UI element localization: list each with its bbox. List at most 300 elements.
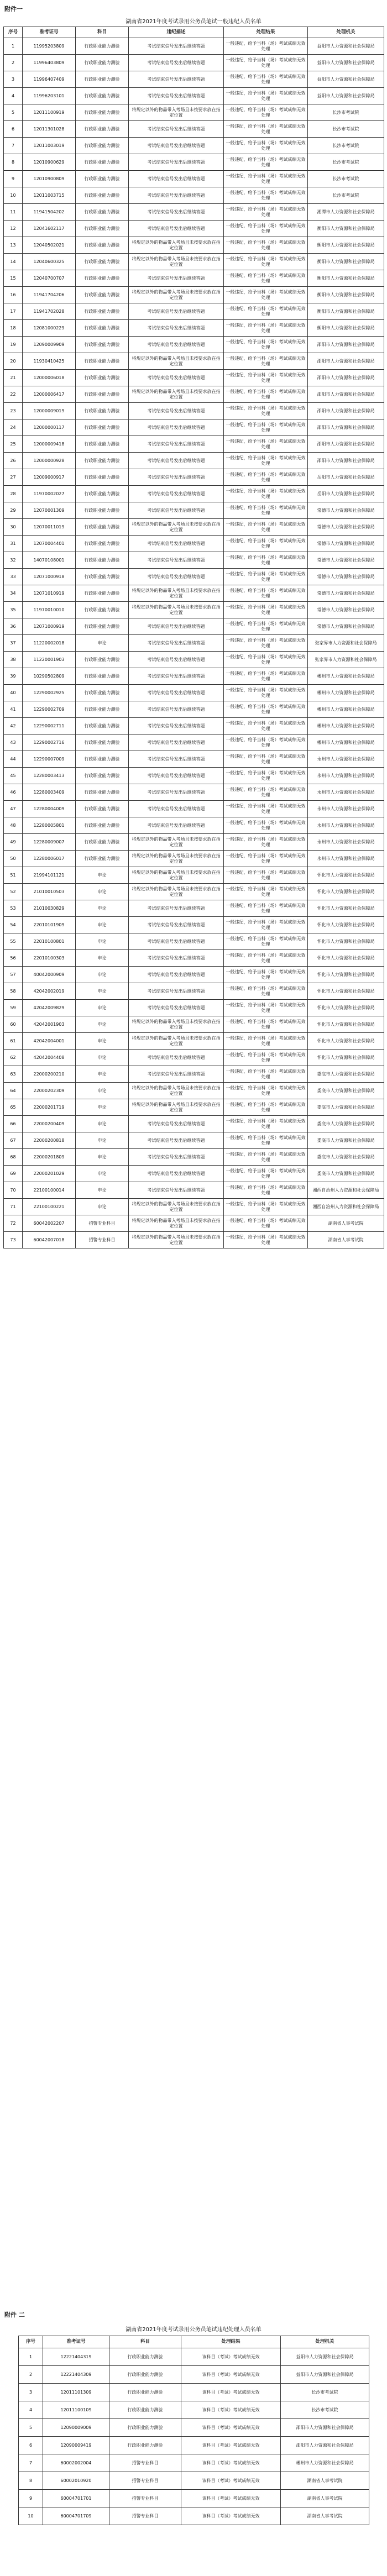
attachment-1-label: 附件一 xyxy=(4,6,23,13)
cell-index: 18 xyxy=(4,320,23,337)
table-row xyxy=(4,486,384,502)
cell-authority: 永州市人力资源和社会保障局 xyxy=(308,768,384,784)
cell-subject: 行政职业能力测验 xyxy=(76,751,129,768)
cell-subject: 行政职业能力测验 xyxy=(76,386,129,403)
cell-index: 15 xyxy=(4,270,23,287)
table-row xyxy=(4,552,384,569)
cell-ticket: 22000201719 xyxy=(23,1099,76,1116)
cell-description: 考试结束信号发出后继续答题 xyxy=(129,171,224,187)
cell-authority: 邵阳市人力资源和社会保障局 xyxy=(281,2419,369,2437)
cell-description: 考试结束信号发出后继续答题 xyxy=(129,453,224,469)
cell-index: 6 xyxy=(4,121,23,138)
table-row xyxy=(4,950,384,967)
cell-subject: 行政职业能力测验 xyxy=(76,569,129,585)
cell-ticket: 12221404319 xyxy=(43,2348,109,2366)
cell-description: 将规定以外的物品带入考场且未按要求放在指定位置 xyxy=(129,1232,224,1248)
cell-ticket: 42042001903 xyxy=(23,1016,76,1033)
cell-index: 28 xyxy=(4,486,23,502)
cell-authority: 怀化市人力资源和社会保障局 xyxy=(308,950,384,967)
col-header-subject: 科目 xyxy=(109,2336,181,2348)
table-1-header-row xyxy=(4,27,384,38)
cell-ticket: 42042004408 xyxy=(23,1050,76,1066)
cell-subject: 行政职业能力测验 xyxy=(76,453,129,469)
cell-description: 考试结束信号发出后继续答题 xyxy=(129,933,224,950)
cell-subject: 申论 xyxy=(76,635,129,652)
cell-ticket: 12000000928 xyxy=(23,453,76,469)
cell-authority: 常德市人力资源和社会保障局 xyxy=(308,519,384,536)
cell-authority: 衡阳市人力资源和社会保障局 xyxy=(308,320,384,337)
cell-result: 一般违纪，给予当科（场）考试成绩无效处理 xyxy=(224,453,308,469)
cell-authority: 娄底市人力资源和社会保障局 xyxy=(308,1066,384,1083)
table-row xyxy=(4,701,384,718)
cell-authority: 永州市人力资源和社会保障局 xyxy=(308,801,384,817)
cell-description: 考试结束信号发出后继续答题 xyxy=(129,917,224,933)
table-row xyxy=(4,751,384,768)
cell-description: 考试结束信号发出后继续答题 xyxy=(129,1166,224,1182)
cell-subject: 招警专业科目 xyxy=(109,2454,181,2472)
cell-index: 73 xyxy=(4,1232,23,1248)
cell-authority: 湘西自治州人力资源和社会保障局 xyxy=(308,1182,384,1199)
cell-ticket: 11941504202 xyxy=(23,204,76,221)
cell-description: 考试结束信号发出后继续答题 xyxy=(129,502,224,519)
cell-subject: 招警专业科目 xyxy=(109,2490,181,2507)
cell-result: 该科目（考试）考试成绩无效 xyxy=(181,2472,281,2490)
cell-result: 一般违纪，给予当科（场）考试成绩无效处理 xyxy=(224,502,308,519)
cell-authority: 邵阳市人力资源和社会保障局 xyxy=(308,337,384,353)
cell-description: 考试结束信号发出后继续答题 xyxy=(129,71,224,88)
cell-result: 一般违纪，给予当科（场）考试成绩无效处理 xyxy=(224,104,308,121)
cell-subject: 申论 xyxy=(76,867,129,884)
cell-index: 22 xyxy=(4,386,23,403)
cell-description: 考试结束信号发出后继续答题 xyxy=(129,88,224,104)
cell-authority: 怀化市人力资源和社会保障局 xyxy=(308,884,384,900)
cell-subject: 行政职业能力测验 xyxy=(76,419,129,436)
cell-subject: 申论 xyxy=(76,1000,129,1016)
cell-ticket: 12011100109 xyxy=(43,2401,109,2419)
table-row xyxy=(19,2401,369,2419)
cell-subject: 行政职业能力测验 xyxy=(76,519,129,536)
table-row xyxy=(4,104,384,121)
cell-result: 一般违纪，给予当科（场）考试成绩无效处理 xyxy=(224,585,308,602)
table-row xyxy=(4,287,384,303)
cell-description: 考试结束信号发出后继续答题 xyxy=(129,536,224,552)
cell-description: 将规定以外的物品带入考场且未按要求放在指定位置 xyxy=(129,353,224,370)
cell-result: 一般违纪，给予当科（场）考试成绩无效处理 xyxy=(224,1000,308,1016)
cell-authority: 长沙市考试院 xyxy=(308,187,384,204)
cell-description: 考试结束信号发出后继续答题 xyxy=(129,320,224,337)
cell-description: 将规定以外的物品带入考场且未按要求放在指定位置 xyxy=(129,1099,224,1116)
cell-index: 8 xyxy=(19,2472,43,2490)
cell-authority: 邵阳市人力资源和社会保障局 xyxy=(308,403,384,419)
table-row xyxy=(19,2437,369,2454)
col-header-result: 处理结果 xyxy=(224,27,308,38)
cell-subject: 行政职业能力测验 xyxy=(76,270,129,287)
cell-authority: 怀化市人力资源和社会保障局 xyxy=(308,1000,384,1016)
cell-description: 考试结束信号发出后继续答题 xyxy=(129,751,224,768)
cell-subject: 申论 xyxy=(76,983,129,1000)
cell-description: 将规定以外的物品带入考场且未按要求放在指定位置 xyxy=(129,585,224,602)
cell-authority: 邵阳市人力资源和社会保障局 xyxy=(308,436,384,453)
cell-result: 一般违纪，给予当科（场）考试成绩无效处理 xyxy=(224,652,308,668)
cell-result: 一般违纪，给予当科（场）考试成绩无效处理 xyxy=(224,1182,308,1199)
table-row xyxy=(4,652,384,668)
cell-subject: 申论 xyxy=(76,1033,129,1050)
table-row xyxy=(4,1215,384,1232)
table-row xyxy=(4,519,384,536)
cell-authority: 常德市人力资源和社会保障局 xyxy=(308,536,384,552)
cell-index: 36 xyxy=(4,618,23,635)
cell-result: 一般违纪，给予当科（场）考试成绩无效处理 xyxy=(224,917,308,933)
cell-result: 一般违纪，给予当科（场）考试成绩无效处理 xyxy=(224,768,308,784)
cell-description: 考试结束信号发出后继续答题 xyxy=(129,187,224,204)
cell-ticket: 12041602117 xyxy=(23,221,76,237)
cell-result: 一般违纪，给予当科（场）考试成绩无效处理 xyxy=(224,950,308,967)
table-row xyxy=(4,801,384,817)
cell-ticket: 12010900809 xyxy=(23,171,76,187)
cell-index: 13 xyxy=(4,237,23,254)
cell-ticket: 12221404309 xyxy=(43,2366,109,2384)
cell-index: 3 xyxy=(4,71,23,88)
table-row xyxy=(4,71,384,88)
cell-authority: 郴州市人力资源和社会保障局 xyxy=(308,734,384,751)
cell-authority: 娄底市人力资源和社会保障局 xyxy=(308,1149,384,1166)
cell-description: 将规定以外的物品带入考场且未按要求放在指定位置 xyxy=(129,1215,224,1232)
cell-result: 一般违纪，给予当科（场）考试成绩无效处理 xyxy=(224,618,308,635)
cell-authority: 郴州市人力资源和社会保障局 xyxy=(308,718,384,734)
table-row xyxy=(4,1083,384,1099)
cell-description: 考试结束信号发出后继续答题 xyxy=(129,668,224,685)
cell-index: 19 xyxy=(4,337,23,353)
table-row xyxy=(4,38,384,55)
cell-result: 该科目（考试）考试成绩无效 xyxy=(181,2419,281,2437)
cell-authority: 怀化市人力资源和社会保障局 xyxy=(308,900,384,917)
cell-authority: 益阳市人力资源和社会保障局 xyxy=(281,2348,369,2366)
cell-authority: 益阳市人力资源和社会保障局 xyxy=(308,88,384,104)
cell-index: 61 xyxy=(4,1033,23,1050)
cell-result: 一般违纪，给予当科（场）考试成绩无效处理 xyxy=(224,933,308,950)
table-row xyxy=(4,88,384,104)
cell-authority: 衡阳市人力资源和社会保障局 xyxy=(308,303,384,320)
cell-result: 一般违纪，给予当科（场）考试成绩无效处理 xyxy=(224,734,308,751)
cell-ticket: 12280003413 xyxy=(23,768,76,784)
cell-ticket: 22010100303 xyxy=(23,950,76,967)
cell-authority: 岳阳市人力资源和社会保障局 xyxy=(308,469,384,486)
cell-subject: 行政职业能力测验 xyxy=(76,536,129,552)
cell-description: 考试结束信号发出后继续答题 xyxy=(129,768,224,784)
cell-index: 16 xyxy=(4,287,23,303)
cell-subject: 行政职业能力测验 xyxy=(76,469,129,486)
cell-authority: 怀化市人力资源和社会保障局 xyxy=(308,933,384,950)
cell-subject: 行政职业能力测验 xyxy=(76,701,129,718)
table-row xyxy=(4,154,384,171)
cell-subject: 行政职业能力测验 xyxy=(76,55,129,71)
table-row xyxy=(19,2472,369,2490)
cell-authority: 娄底市人力资源和社会保障局 xyxy=(308,1083,384,1099)
cell-authority: 长沙市考试院 xyxy=(308,154,384,171)
cell-description: 考试结束信号发出后继续答题 xyxy=(129,55,224,71)
cell-subject: 行政职业能力测验 xyxy=(76,71,129,88)
cell-description: 考试结束信号发出后继续答题 xyxy=(129,652,224,668)
cell-authority: 常德市人力资源和社会保障局 xyxy=(308,502,384,519)
cell-ticket: 60004701709 xyxy=(43,2507,109,2525)
cell-ticket: 11941704206 xyxy=(23,287,76,303)
table-2-title: 湖南省2021年度考试录用公务员笔试违纪处理人员名单 xyxy=(125,2327,262,2333)
cell-authority: 张家界市人力资源和社会保障局 xyxy=(308,652,384,668)
cell-result: 一般违纪，给予当科（场）考试成绩无效处理 xyxy=(224,1099,308,1116)
cell-ticket: 11996203101 xyxy=(23,88,76,104)
cell-index: 32 xyxy=(4,552,23,569)
cell-index: 24 xyxy=(4,419,23,436)
cell-subject: 行政职业能力测验 xyxy=(76,121,129,138)
cell-authority: 怀化市人力资源和社会保障局 xyxy=(308,967,384,983)
cell-authority: 永州市人力资源和社会保障局 xyxy=(308,851,384,867)
cell-description: 考试结束信号发出后继续答题 xyxy=(129,403,224,419)
cell-description: 考试结束信号发出后继续答题 xyxy=(129,1066,224,1083)
cell-subject: 行政职业能力测验 xyxy=(109,2348,181,2366)
cell-ticket: 11220001903 xyxy=(23,652,76,668)
cell-index: 56 xyxy=(4,950,23,967)
cell-result: 该科目（考试）考试成绩无效 xyxy=(181,2384,281,2401)
cell-ticket: 12280006017 xyxy=(23,851,76,867)
cell-ticket: 42042002019 xyxy=(23,983,76,1000)
cell-ticket: 21010010503 xyxy=(23,884,76,900)
cell-result: 一般违纪，给予当科（场）考试成绩无效处理 xyxy=(224,270,308,287)
cell-description: 将规定以外的物品带入考场且未按要求放在指定位置 xyxy=(129,867,224,884)
col-header-index: 序号 xyxy=(4,27,23,38)
cell-index: 51 xyxy=(4,867,23,884)
cell-index: 42 xyxy=(4,718,23,734)
cell-result: 一般违纪，给予当科（场）考试成绩无效处理 xyxy=(224,38,308,55)
table-row xyxy=(4,320,384,337)
table-row xyxy=(4,453,384,469)
table-row xyxy=(19,2348,369,2366)
cell-index: 29 xyxy=(4,502,23,519)
cell-description: 考试结束信号发出后继续答题 xyxy=(129,569,224,585)
cell-subject: 申论 xyxy=(76,884,129,900)
cell-subject: 行政职业能力测验 xyxy=(109,2384,181,2401)
cell-authority: 怀化市人力资源和社会保障局 xyxy=(308,917,384,933)
table-row xyxy=(4,121,384,138)
table-row xyxy=(4,734,384,751)
cell-ticket: 12040502021 xyxy=(23,237,76,254)
cell-index: 5 xyxy=(4,104,23,121)
cell-index: 4 xyxy=(19,2401,43,2419)
cell-index: 68 xyxy=(4,1149,23,1166)
cell-ticket: 42042004001 xyxy=(23,1033,76,1050)
cell-subject: 申论 xyxy=(76,1066,129,1083)
cell-result: 一般违纪，给予当科（场）考试成绩无效处理 xyxy=(224,718,308,734)
cell-description: 考试结束信号发出后继续答题 xyxy=(129,270,224,287)
cell-index: 69 xyxy=(4,1166,23,1182)
cell-result: 该科目（考试）考试成绩无效 xyxy=(181,2454,281,2472)
cell-description: 考试结束信号发出后继续答题 xyxy=(129,950,224,967)
cell-ticket: 60002010920 xyxy=(43,2472,109,2490)
cell-result: 一般违纪，给予当科（场）考试成绩无效处理 xyxy=(224,1016,308,1033)
cell-ticket: 11995203809 xyxy=(23,38,76,55)
table-row xyxy=(4,204,384,221)
cell-ticket: 22000201809 xyxy=(23,1149,76,1166)
cell-result: 该科目（考试）考试成绩无效 xyxy=(181,2366,281,2384)
col-header-subject: 科目 xyxy=(76,27,129,38)
cell-authority: 娄底市人力资源和社会保障局 xyxy=(308,1132,384,1149)
col-header-result: 处理结果 xyxy=(181,2336,281,2348)
cell-description: 考试结束信号发出后继续答题 xyxy=(129,1149,224,1166)
cell-ticket: 12010900629 xyxy=(23,154,76,171)
cell-result: 一般违纪，给予当科（场）考试成绩无效处理 xyxy=(224,154,308,171)
cell-ticket: 11996407409 xyxy=(23,71,76,88)
cell-subject: 行政职业能力测验 xyxy=(76,187,129,204)
cell-authority: 怀化市人力资源和社会保障局 xyxy=(308,983,384,1000)
cell-result: 一般违纪，给予当科（场）考试成绩无效处理 xyxy=(224,602,308,618)
cell-authority: 长沙市考试院 xyxy=(308,138,384,154)
cell-result: 一般违纪，给予当科（场）考试成绩无效处理 xyxy=(224,486,308,502)
cell-subject: 行政职业能力测验 xyxy=(109,2419,181,2437)
cell-result: 一般违纪，给予当科（场）考试成绩无效处理 xyxy=(224,187,308,204)
cell-description: 考试结束信号发出后继续答题 xyxy=(129,154,224,171)
cell-subject: 招警专业科目 xyxy=(109,2507,181,2525)
table-row xyxy=(4,1116,384,1132)
cell-index: 71 xyxy=(4,1199,23,1215)
cell-subject: 申论 xyxy=(76,1116,129,1132)
cell-subject: 招警专业科目 xyxy=(76,1215,129,1232)
cell-subject: 行政职业能力测验 xyxy=(76,337,129,353)
table-row xyxy=(4,337,384,353)
cell-result: 一般违纪，给予当科（场）考试成绩无效处理 xyxy=(224,1116,308,1132)
cell-authority: 永州市人力资源和社会保障局 xyxy=(308,784,384,801)
cell-subject: 申论 xyxy=(76,950,129,967)
cell-ticket: 12000000117 xyxy=(23,419,76,436)
cell-authority: 怀化市人力资源和社会保障局 xyxy=(308,1050,384,1066)
table-row xyxy=(4,1149,384,1166)
cell-index: 58 xyxy=(4,983,23,1000)
cell-description: 将规定以外的物品带入考场且未按要求放在指定位置 xyxy=(129,1016,224,1033)
cell-subject: 申论 xyxy=(76,900,129,917)
cell-result: 一般违纪，给予当科（场）考试成绩无效处理 xyxy=(224,1149,308,1166)
cell-subject: 行政职业能力测验 xyxy=(76,403,129,419)
table-row xyxy=(4,370,384,386)
cell-description: 考试结束信号发出后继续答题 xyxy=(129,967,224,983)
cell-result: 一般违纪，给予当科（场）考试成绩无效处理 xyxy=(224,1050,308,1066)
cell-ticket: 12011003019 xyxy=(23,138,76,154)
cell-index: 7 xyxy=(19,2454,43,2472)
table-row xyxy=(4,768,384,784)
cell-index: 59 xyxy=(4,1000,23,1016)
cell-result: 一般违纪，给予当科（场）考试成绩无效处理 xyxy=(224,221,308,237)
table-row xyxy=(4,900,384,917)
cell-result: 一般违纪，给予当科（场）考试成绩无效处理 xyxy=(224,254,308,270)
cell-subject: 行政职业能力测验 xyxy=(76,552,129,569)
cell-authority: 娄底市人力资源和社会保障局 xyxy=(308,1116,384,1132)
cell-result: 一般违纪，给予当科（场）考试成绩无效处理 xyxy=(224,171,308,187)
cell-result: 该科目（考试）考试成绩无效 xyxy=(181,2401,281,2419)
cell-ticket: 12071000918 xyxy=(23,569,76,585)
cell-ticket: 22000200210 xyxy=(23,1066,76,1083)
cell-authority: 长沙市考试院 xyxy=(281,2384,369,2401)
cell-result: 一般违纪，给予当科（场）考试成绩无效处理 xyxy=(224,88,308,104)
table-row xyxy=(4,718,384,734)
cell-description: 考试结束信号发出后继续答题 xyxy=(129,1132,224,1149)
cell-ticket: 12081000229 xyxy=(23,320,76,337)
cell-subject: 申论 xyxy=(76,1149,129,1166)
cell-result: 一般违纪，给予当科（场）考试成绩无效处理 xyxy=(224,403,308,419)
cell-index: 53 xyxy=(4,900,23,917)
cell-ticket: 12011301028 xyxy=(23,121,76,138)
table-row xyxy=(4,1232,384,1248)
cell-result: 一般违纪，给予当科（场）考试成绩无效处理 xyxy=(224,1166,308,1182)
cell-description: 考试结束信号发出后继续答题 xyxy=(129,1000,224,1016)
cell-subject: 行政职业能力测验 xyxy=(76,668,129,685)
col-header-index: 序号 xyxy=(19,2336,43,2348)
cell-ticket: 22010100801 xyxy=(23,933,76,950)
table-row xyxy=(4,867,384,884)
cell-description: 考试结束信号发出后继续答题 xyxy=(129,204,224,221)
cell-authority: 常德市人力资源和社会保障局 xyxy=(308,569,384,585)
cell-result: 一般违纪，给予当科（场）考试成绩无效处理 xyxy=(224,784,308,801)
cell-index: 5 xyxy=(19,2419,43,2437)
cell-index: 40 xyxy=(4,685,23,701)
cell-result: 一般违纪，给予当科（场）考试成绩无效处理 xyxy=(224,287,308,303)
cell-subject: 申论 xyxy=(76,933,129,950)
cell-index: 31 xyxy=(4,536,23,552)
cell-index: 23 xyxy=(4,403,23,419)
cell-index: 7 xyxy=(4,138,23,154)
cell-subject: 行政职业能力测验 xyxy=(76,685,129,701)
cell-result: 一般违纪，给予当科（场）考试成绩无效处理 xyxy=(224,701,308,718)
cell-ticket: 11941702028 xyxy=(23,303,76,320)
table-row xyxy=(4,138,384,154)
cell-ticket: 40042000909 xyxy=(23,967,76,983)
cell-ticket: 11930410425 xyxy=(23,353,76,370)
cell-subject: 行政职业能力测验 xyxy=(76,88,129,104)
cell-index: 63 xyxy=(4,1066,23,1083)
cell-subject: 招警专业科目 xyxy=(109,2472,181,2490)
cell-subject: 申论 xyxy=(76,1016,129,1033)
cell-description: 将规定以外的物品带入考场且未按要求放在指定位置 xyxy=(129,386,224,403)
cell-result: 一般违纪，给予当科（场）考试成绩无效处理 xyxy=(224,1232,308,1248)
cell-index: 1 xyxy=(19,2348,43,2366)
cell-ticket: 12070004401 xyxy=(23,536,76,552)
cell-result: 一般违纪，给予当科（场）考试成绩无效处理 xyxy=(224,337,308,353)
cell-description: 考试结束信号发出后继续答题 xyxy=(129,1116,224,1132)
cell-authority: 岳阳市人力资源和社会保障局 xyxy=(308,486,384,502)
cell-index: 3 xyxy=(19,2384,43,2401)
cell-index: 2 xyxy=(19,2366,43,2384)
cell-ticket: 12011003715 xyxy=(23,187,76,204)
cell-authority: 长沙市考试院 xyxy=(308,171,384,187)
cell-ticket: 12090009909 xyxy=(23,337,76,353)
cell-authority: 湖南省人事考试院 xyxy=(281,2472,369,2490)
cell-result: 该科目（考试）考试成绩无效 xyxy=(181,2348,281,2366)
cell-authority: 湘潭市人力资源和社会保障局 xyxy=(308,204,384,221)
cell-subject: 行政职业能力测验 xyxy=(76,320,129,337)
cell-ticket: 12280004009 xyxy=(23,801,76,817)
cell-result: 一般违纪，给予当科（场）考试成绩无效处理 xyxy=(224,967,308,983)
table-row xyxy=(4,569,384,585)
table-row xyxy=(4,668,384,685)
cell-ticket: 12000006417 xyxy=(23,386,76,403)
cell-authority: 益阳市人力资源和社会保障局 xyxy=(308,55,384,71)
cell-ticket: 12070001309 xyxy=(23,502,76,519)
cell-index: 35 xyxy=(4,602,23,618)
cell-result: 一般违纪，给予当科（场）考试成绩无效处理 xyxy=(224,121,308,138)
cell-index: 34 xyxy=(4,585,23,602)
table-row xyxy=(4,685,384,701)
cell-authority: 衡阳市人力资源和社会保障局 xyxy=(308,221,384,237)
table-row xyxy=(4,851,384,867)
cell-ticket: 22100100014 xyxy=(23,1182,76,1199)
cell-subject: 申论 xyxy=(76,1166,129,1182)
table-row xyxy=(4,1050,384,1066)
